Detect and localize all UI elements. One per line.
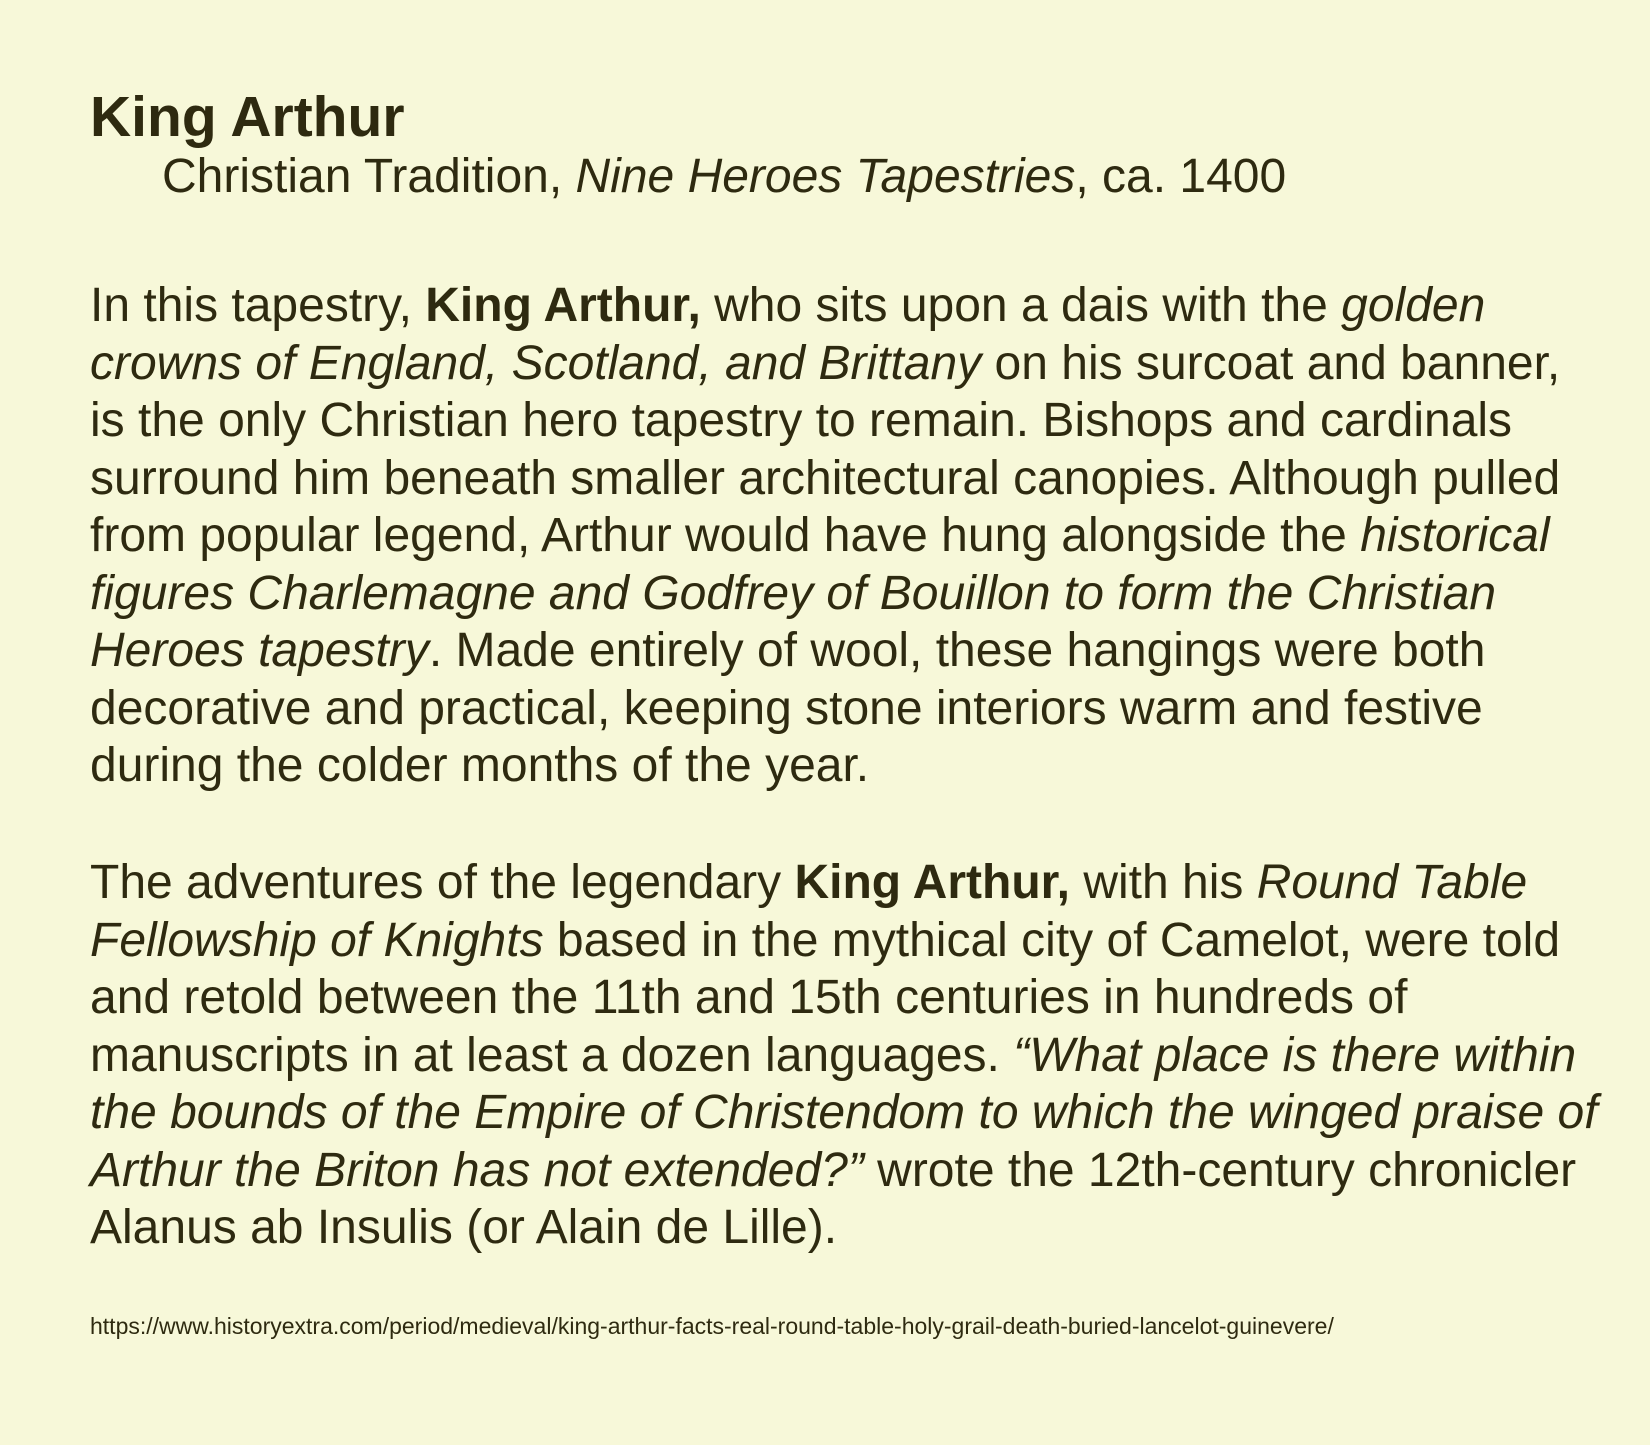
source-url: https://www.historyextra.com/period/medieval/king-arthur-facts-real-round-table-holy-grail-death-buried-lancelot-guinevere/ (90, 1313, 1334, 1339)
p1-italic-crowns: golden crowns of England, Scotland, and Brittany (90, 279, 1486, 390)
page-title: King Arthur (90, 85, 405, 149)
p1-text-3: on his surcoat and banner, is the only Christian hero tapestry to remain. Bishops and cardinals surround him beneath smaller architectural canopies. Although pulled from popular legend, Arthur would have hung alongside the (90, 336, 1561, 562)
paragraph-legend-history (90, 854, 1600, 1257)
paragraph-tapestry-description (90, 277, 1600, 795)
p2-text-2: with his (1070, 856, 1257, 909)
p1-italic-historical-figures: historical figures Charlemagne and Godfrey of Bouillon to form the Christian Heroes tapestry (90, 509, 1550, 677)
p2-text-4: wrote the 12th-century chronicler Alanus ab Insulis (or Alain de Lille). (90, 1143, 1577, 1254)
p1-text-1: In this tapestry, (90, 279, 426, 332)
p2-italic-quote: “What place is there within the bounds of the Empire of Christendom to which the winged praise of Arthur the Briton has not extended?” (90, 1028, 1598, 1197)
subtitle-tradition: Christian Tradition, (162, 150, 576, 203)
p2-italic-round-table: Round Table Fellowship of Knights (90, 856, 1528, 967)
p2-bold-king-arthur: King Arthur, (794, 856, 1070, 909)
p2-text-3: based in the mythical city of Camelot, were told and retold between the 11th and 15th centuries in hundreds of manuscripts in at least a dozen languages. (90, 913, 1561, 1082)
page-subtitle (162, 146, 1286, 208)
subtitle-date: , ca. 1400 (1075, 150, 1287, 203)
p2-text-1: The adventures of the legendary (90, 856, 795, 909)
p1-bold-king-arthur: King Arthur, (425, 279, 701, 332)
p1-text-4: . Made entirely of wool, these hangings were both decorative and practical, keeping stone interiors warm and festive during the colder months of the year. (90, 624, 1486, 792)
subtitle-work-title: Nine Heroes Tapestries (575, 150, 1076, 203)
p1-text-2: who sits upon a dais with the (700, 279, 1342, 332)
